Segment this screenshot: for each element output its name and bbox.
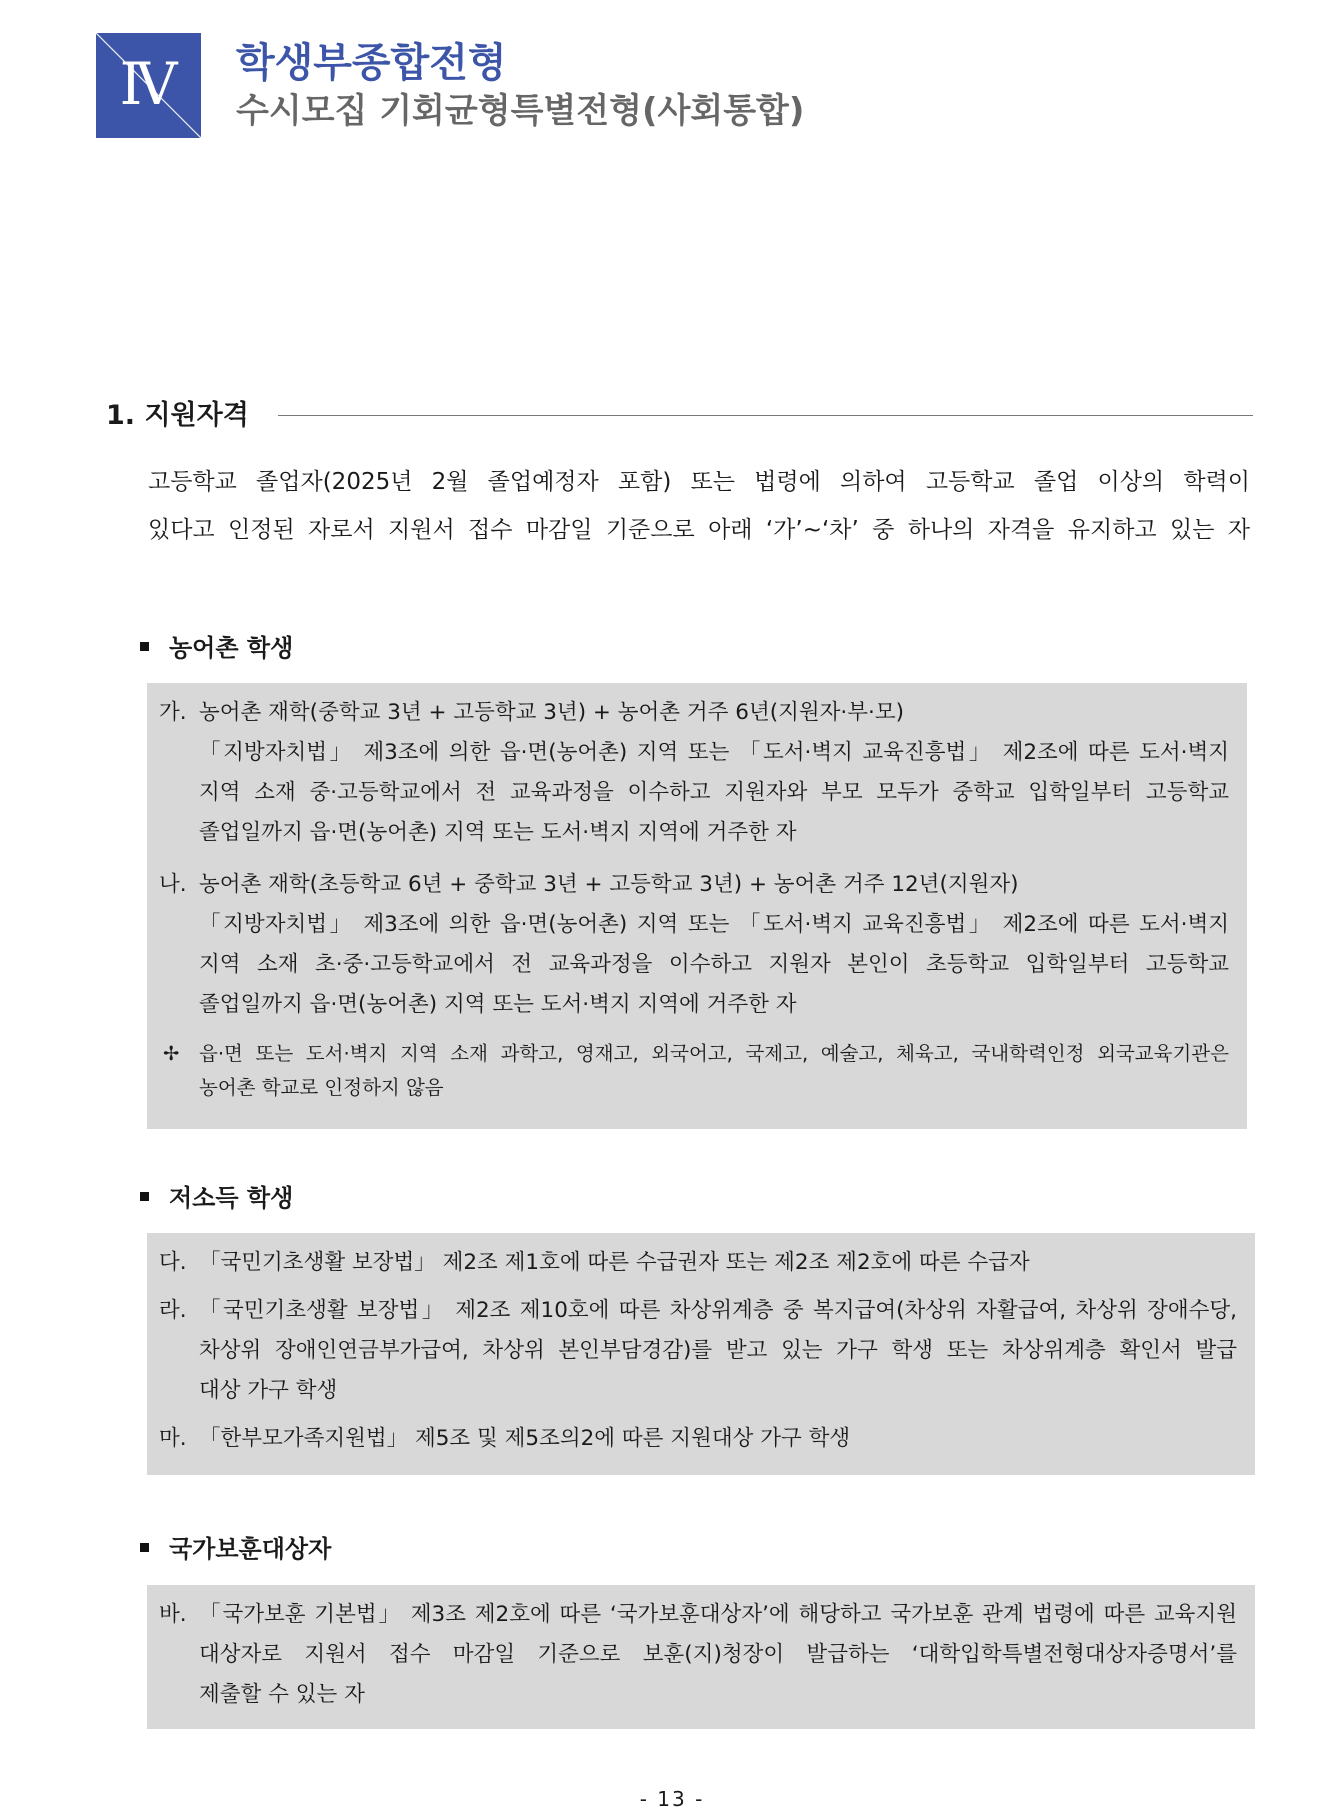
item-line: 「지방자치법」 제3조에 의한 읍·면(농어촌) 지역 또는 「도서·벽지 교육진흥법」 제2조에 따른 도서·벽지	[199, 740, 1229, 765]
subheading-label: 농어촌 학생	[169, 634, 294, 662]
item-line: 제출할 수 있는 자	[199, 1682, 365, 1707]
square-bullet-icon	[140, 1192, 149, 1201]
square-bullet-icon	[140, 642, 149, 651]
item-line: 지역 소재 초·중·고등학교에서 전 교육과정을 이수하고 지원자 본인이 초등학교 입학일부터 고등학교	[199, 952, 1229, 977]
note-line: 읍·면 또는 도서·벽지 지역 소재 과학고, 영재고, 외국어고, 국제고, 예술고, 체육고, 국내학력인정 외국교육기관은	[199, 1042, 1229, 1065]
item-marker: 나.	[159, 872, 187, 897]
note-marker-icon: ✢	[163, 1042, 180, 1065]
item-marker: 라.	[159, 1298, 187, 1323]
section-divider	[278, 415, 1253, 416]
item-line: 「국가보훈 기본법」 제3조 제2호에 따른 ‘국가보훈대상자’에 해당하고 국가보훈 관계 법령에 따른 교육지원	[199, 1602, 1237, 1627]
item-line: 차상위 장애인연금부가급여, 차상위 본인부담경감)를 받고 있는 가구 학생 또는 차상위계층 확인서 발급	[199, 1338, 1237, 1363]
item-marker: 가.	[159, 700, 187, 725]
page-subtitle: 수시모집 기회균형특별전형(사회통합)	[236, 91, 805, 131]
criteria-item	[159, 693, 1229, 853]
item-line: 대상자로 지원서 접수 마감일 기준으로 보훈(지)청장이 발급하는 ‘대학입학특별전형대상자증명서’를	[199, 1642, 1237, 1667]
subheading-label: 국가보훈대상자	[169, 1535, 332, 1563]
item-marker: 마.	[159, 1426, 187, 1451]
criteria-box-rural	[147, 683, 1247, 1129]
criteria-item	[159, 1291, 1237, 1411]
item-line: 졸업일까지 읍·면(농어촌) 지역 또는 도서·벽지 지역에 거주한 자	[199, 820, 797, 845]
item-line: 「국민기초생활 보장법」 제2조 제10호에 따른 차상위계층 중 복지급여(차상위 자활급여, 차상위 장애수당,	[199, 1298, 1237, 1323]
criteria-item	[159, 1419, 1237, 1459]
criteria-item	[159, 865, 1229, 1025]
item-line: 「지방자치법」 제3조에 의한 읍·면(농어촌) 지역 또는 「도서·벽지 교육진흥법」 제2조에 따른 도서·벽지	[199, 912, 1229, 937]
square-bullet-icon	[140, 1543, 149, 1552]
item-line: 「한부모가족지원법」 제5조 및 제5조의2에 따른 지원대상 가구 학생	[199, 1426, 851, 1451]
intro-line: 고등학교 졸업자(2025년 2월 졸업예정자 포함) 또는 법령에 의하여 고등학교 졸업 이상의 학력이	[148, 469, 1250, 495]
item-line: 농어촌 재학(초등학교 6년 + 중학교 3년 + 고등학교 3년) + 농어촌 거주 12년(지원자)	[199, 872, 1019, 897]
subheading-veterans	[140, 1532, 331, 1566]
criteria-box-veterans	[147, 1585, 1255, 1729]
item-line: 대상 가구 학생	[199, 1378, 338, 1403]
criteria-item	[159, 1243, 1237, 1283]
subheading-rural	[140, 631, 293, 665]
criteria-note	[159, 1037, 1229, 1105]
item-line: 농어촌 재학(중학교 3년 + 고등학교 3년) + 농어촌 거주 6년(지원자·부·모)	[199, 700, 905, 725]
intro-line: 있다고 인정된 자로서 지원서 접수 마감일 기준으로 아래 ‘가’~‘차’ 중 하나의 자격을 유지하고 있는 자	[148, 517, 1250, 543]
subheading-low-income	[140, 1181, 293, 1215]
item-marker: 다.	[159, 1250, 187, 1275]
chapter-badge	[96, 33, 201, 138]
section-title: 1. 지원자격	[106, 400, 249, 431]
item-marker: 바.	[159, 1602, 187, 1627]
criteria-item	[159, 1595, 1237, 1715]
section-intro	[148, 458, 1250, 554]
item-line: 「국민기초생활 보장법」 제2조 제1호에 따른 수급권자 또는 제2조 제2호에 따른 수급자	[199, 1250, 1030, 1275]
note-line: 농어촌 학교로 인정하지 않음	[199, 1076, 444, 1099]
page-title: 학생부종합전형	[236, 40, 507, 86]
subheading-label: 저소득 학생	[169, 1184, 294, 1212]
page-number: - 13 -	[639, 1787, 705, 1811]
chapter-numeral: Ⅳ	[119, 50, 178, 118]
criteria-box-low-income	[147, 1233, 1255, 1475]
item-line: 지역 소재 중·고등학교에서 전 교육과정을 이수하고 지원자와 부모 모두가 중학교 입학일부터 고등학교	[199, 780, 1229, 805]
item-line: 졸업일까지 읍·면(농어촌) 지역 또는 도서·벽지 지역에 거주한 자	[199, 992, 797, 1017]
